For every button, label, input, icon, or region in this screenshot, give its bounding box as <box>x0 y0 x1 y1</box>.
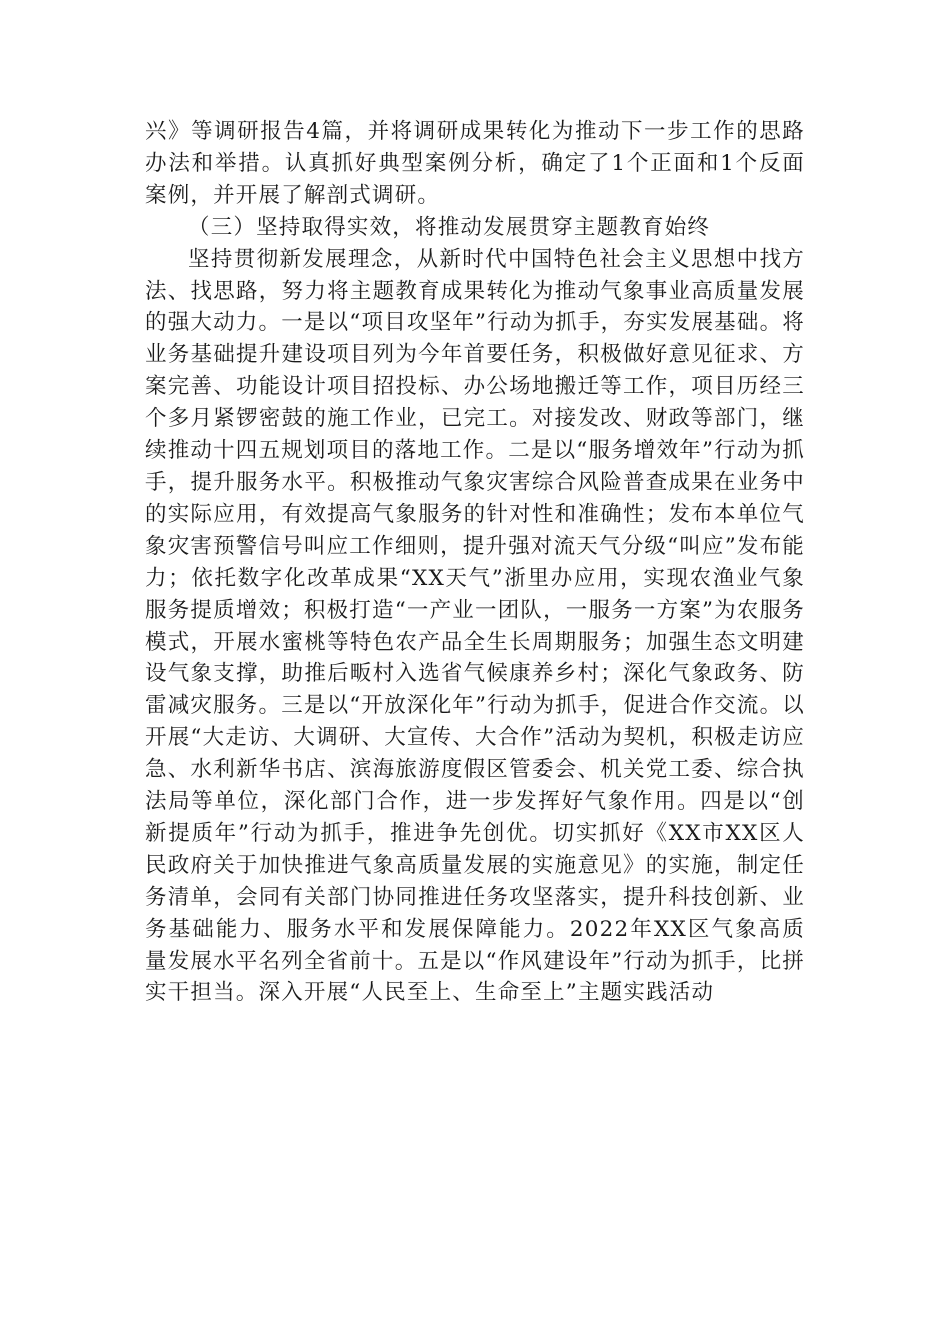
paragraph-continuation: 兴》等调研报告4篇，并将调研成果转化为推动下一步工作的思路办法和举措。认真抓好典型案例分析，确定了1个正面和1个反面案例，并开展了解剖式调研。 <box>145 119 805 208</box>
document-page <box>145 116 805 1009</box>
body-paragraph: 坚持贯彻新发展理念，从新时代中国特色社会主义思想中找方法、找思路，努力将主题教育成果转化为推动气象事业高质量发展的强大动力。一是以“项目攻坚年”行动为抓手，夯实发展基础。将业务基础提升建设项目列为今年首要任务，积极做好意见征求、方案完善、功能设计项目招投标、办公场地搬迁等工作，项目历经三个多月紧锣密鼓的施工作业，已完工。对接发改、财政等部门，继续推动十四五规划项目的落地工作。二是以“服务增效年”行动为抓手，提升服务水平。积极推动气象灾害综合风险普查成果在业务中的实际应用，有效提高气象服务的针对性和准确性；发布本单位气象灾害预警信号叫应工作细则，提升强对流天气分级“叫应”发布能力；依托数字化改革成果“XX天气”浙里办应用，实现农渔业气象服务提质增效；积极打造“一产业一团队，一服务一方案”为农服务模式，开展水蜜桃等特色农产品全生长周期服务；加强生态文明建设气象支撑，助推后畈村入选省气候康养乡村；深化气象政务、防雷减灾服务。三是以“开放深化年”行动为抓手，促进合作交流。以开展“大走访、大调研、大宣传、大合作”活动为契机，积极走访应急、水利新华书店、滨海旅游度假区管委会、机关党工委、综合执法局等单位，深化部门合作，进一步发挥好气象作用。四是以“创新提质年”行动为抓手，推进争先创优。切实抓好《XX市XX区人民政府关于加快推进气象高质量发展的实施意见》的实施，制定任务清单，会同有关部门协同推进任务攻坚落实，提升科技创新、业务基础能力、服务水平和发展保障能力。2022年XX区气象高质量发展水平名列全省前十。五是以“作风建设年”行动为抓手，比拼实干担当。深入开展“人民至上、生命至上”主题实践活动 <box>145 246 805 1006</box>
section-heading: （三）坚持取得实效，将推动发展贯穿主题教育始终 <box>188 214 711 240</box>
